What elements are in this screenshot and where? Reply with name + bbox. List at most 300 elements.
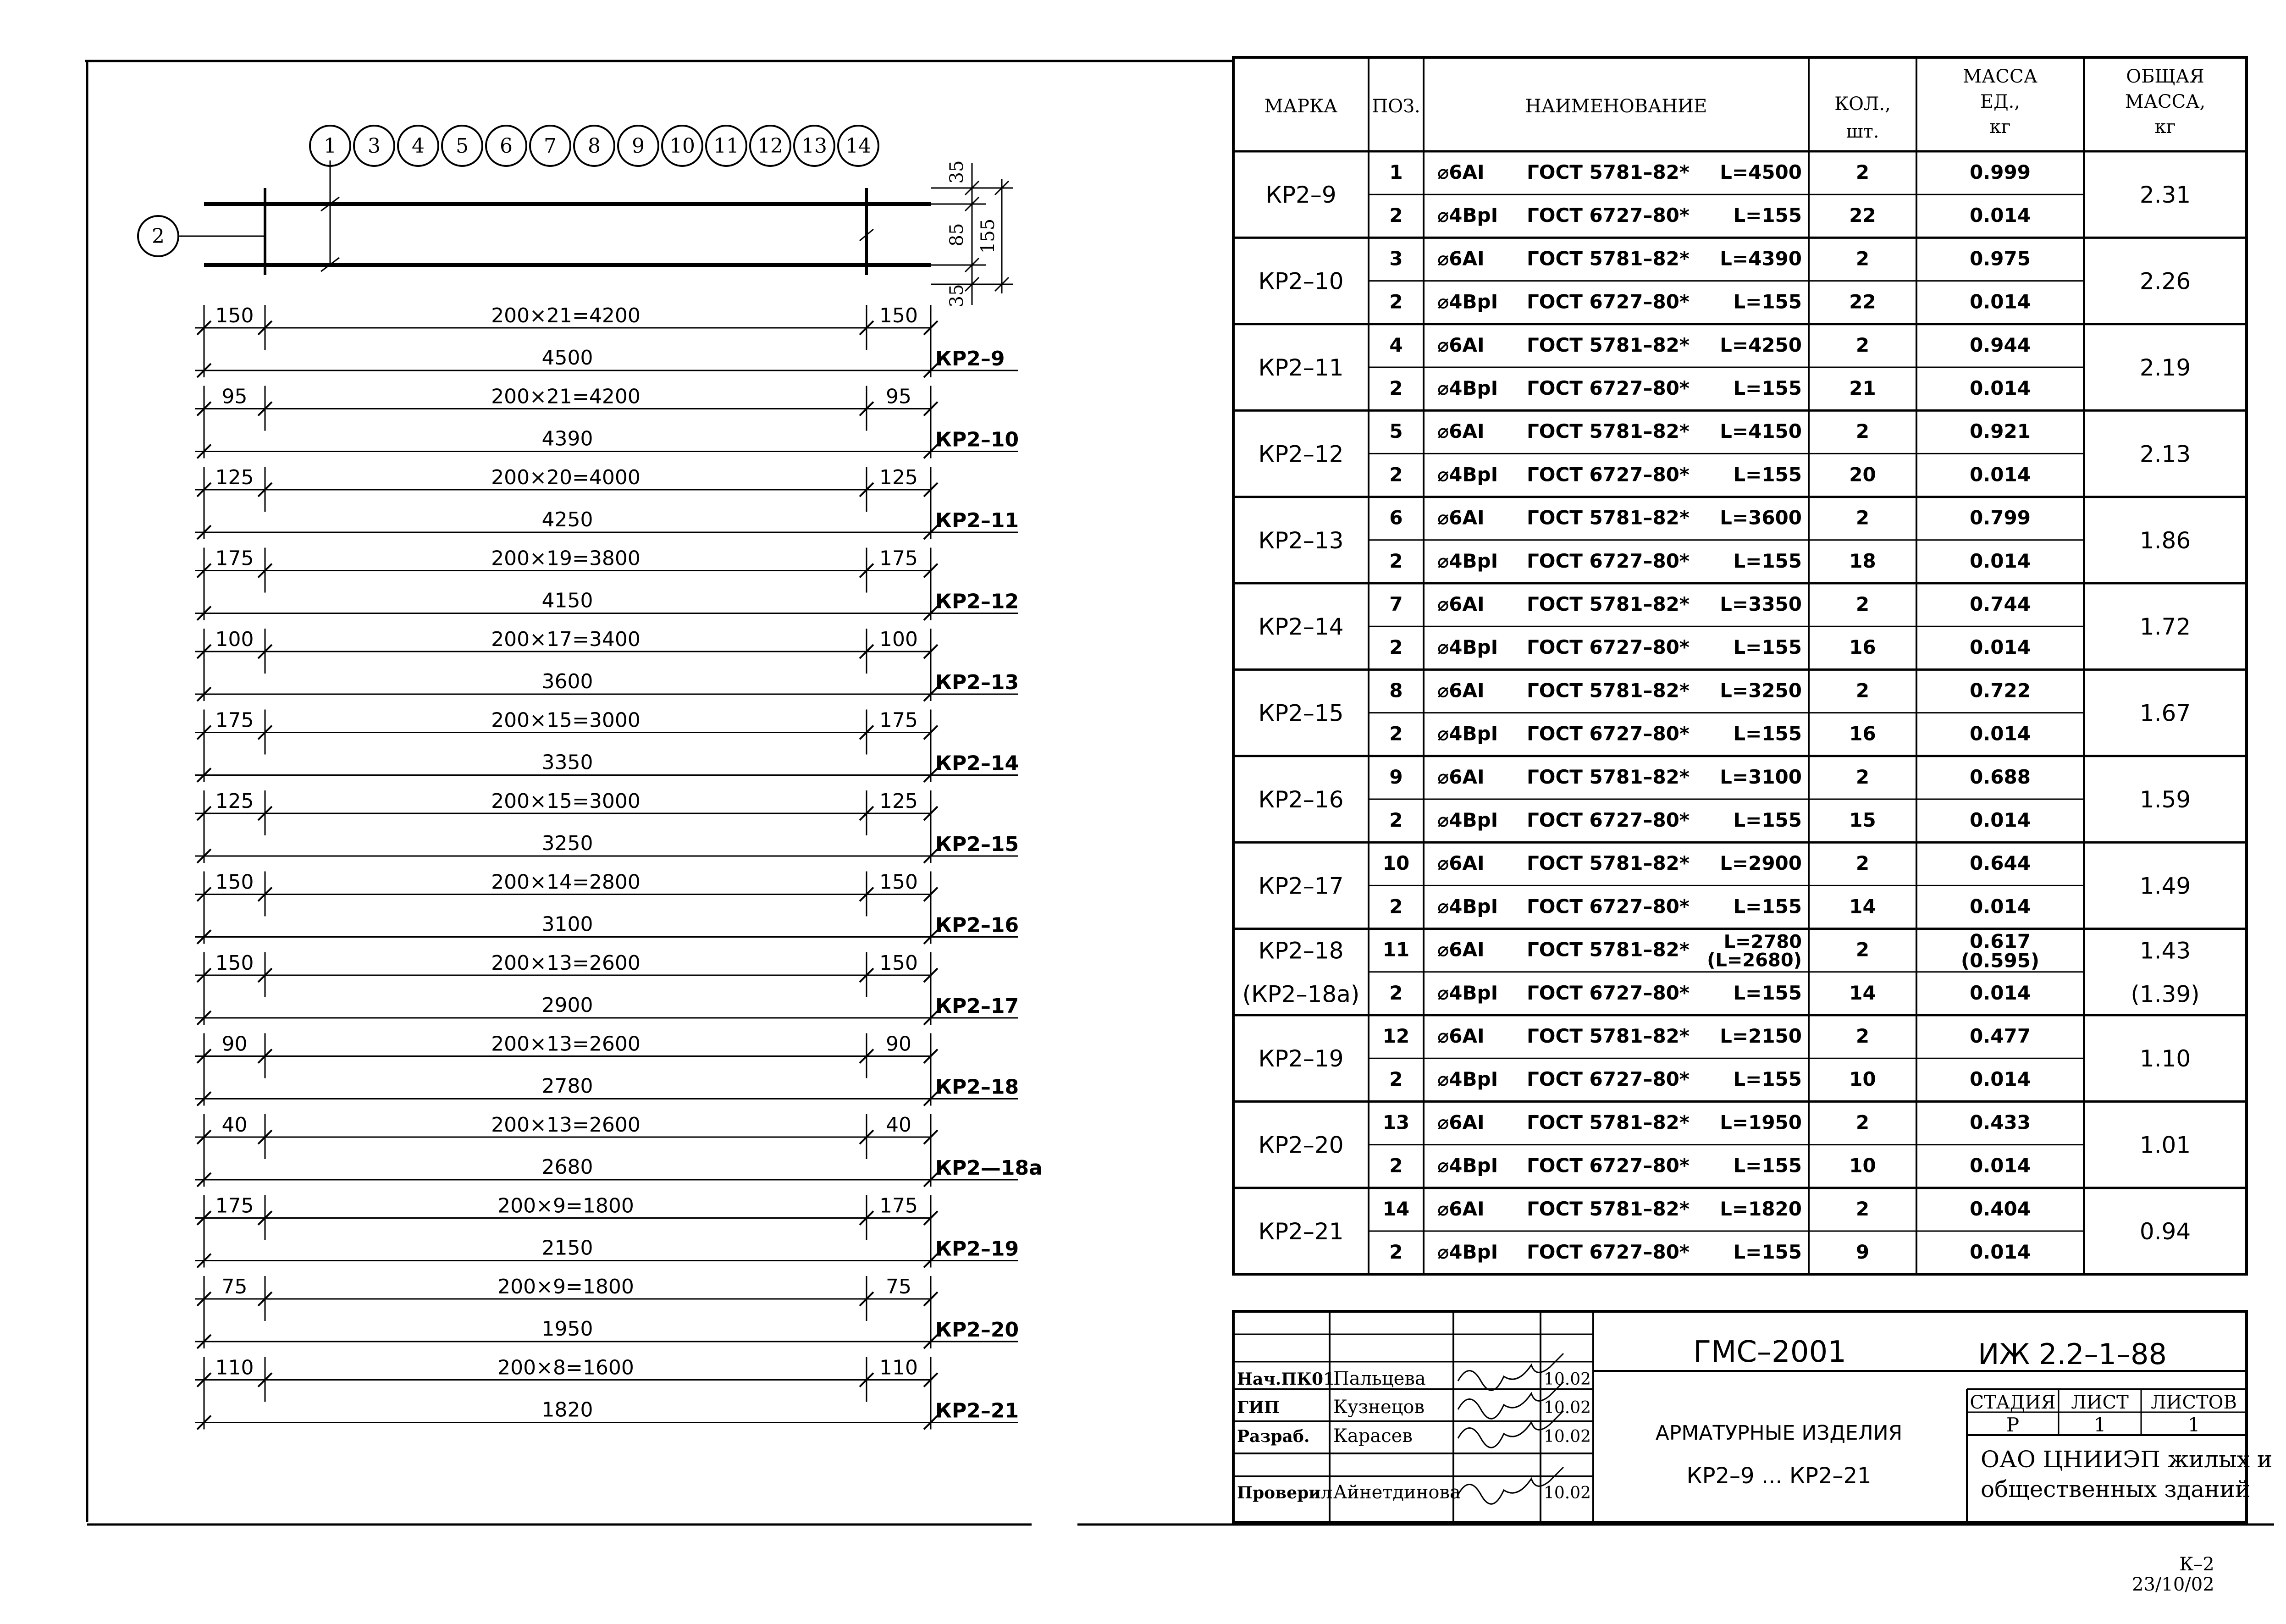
position-bubble-label: 11 [713,134,739,158]
row-unit-mass: 0.975 [1970,247,2031,270]
group-mark: КР2–13 [1258,527,1344,554]
bubble-2-label: 2 [152,225,165,248]
row-standard: ГОСТ 6727–80* [1527,377,1690,399]
dim-total-length: 1820 [541,1398,593,1422]
cage-mark-label: КР2–21 [935,1399,1019,1423]
dim-right-offset: 110 [879,1356,918,1380]
col-header-pos: ПОЗ. [1372,96,1420,117]
row-length: L=155 [1733,1241,1802,1263]
col-header-total-mass: МАССА, [2125,91,2206,112]
row-position: 8 [1389,679,1403,702]
row-unit-mass: 0.617 [1970,930,2031,953]
signer-role: Разраб. [1237,1427,1310,1446]
signer-name: Кузнецов [1333,1397,1425,1418]
stage-label: СТАДИЯ [1970,1392,2056,1413]
row-position: 12 [1382,1025,1410,1047]
row-length: L=3100 [1720,765,1802,788]
row-quantity: 9 [1855,1241,1870,1263]
dim-spacing: 200×14=2800 [491,870,641,894]
dim-spacing: 200×20=4000 [491,466,641,489]
dim-left-offset: 125 [215,466,254,489]
row-position: 2 [1389,204,1403,227]
row-unit-mass: 0.014 [1970,895,2031,918]
position-bubble-label: 5 [456,134,469,158]
group-total-mass: 1.59 [2139,786,2191,813]
dim-right-offset: 175 [879,708,918,732]
dim-left-offset: 100 [215,628,254,651]
cage-mark-label: КР2–17 [935,994,1019,1018]
dim-total-length: 3600 [541,670,593,693]
row-position: 6 [1389,506,1403,529]
row-quantity: 2 [1855,161,1870,183]
dim-right-offset: 95 [886,385,911,409]
row-length-alt: (L=2680) [1707,950,1802,971]
row-position: 13 [1382,1111,1410,1134]
corner-code: К–2 [2179,1554,2214,1575]
dim-total-length: 2780 [541,1074,593,1098]
group-total-mass: 1.72 [2139,613,2191,641]
row-position: 2 [1389,809,1403,831]
dim-left-offset: 75 [221,1275,248,1298]
position-bubble-label: 10 [669,134,695,158]
row-quantity: 15 [1849,809,1876,831]
row-length: L=155 [1733,895,1802,918]
row-unit-mass: 0.477 [1970,1025,2031,1047]
position-bubble-label: 12 [757,134,783,158]
row-bar-diameter: ⌀4ВрI [1437,463,1498,486]
stage-value: Р [2006,1414,2020,1436]
row-quantity: 2 [1855,938,1870,961]
row-bar-diameter: ⌀6АI [1437,161,1485,183]
row-bar-diameter: ⌀4ВрI [1437,636,1498,659]
row-unit-mass: 0.014 [1970,377,2031,399]
dim-spacing: 200×13=2600 [491,951,641,975]
row-unit-mass: 0.014 [1970,1154,2031,1177]
row-bar-diameter: ⌀4ВрI [1437,204,1498,227]
row-position: 2 [1389,636,1403,659]
row-unit-mass: 0.014 [1970,549,2031,572]
row-standard: ГОСТ 5781–82* [1527,1025,1690,1047]
row-quantity: 10 [1849,1154,1876,1177]
row-position: 11 [1382,938,1410,961]
document-subtitle: КР2–9 ... КР2–21 [1686,1463,1872,1489]
row-standard: ГОСТ 5781–82* [1527,679,1690,702]
dim-spacing: 200×9=1800 [497,1194,634,1218]
row-bar-diameter: ⌀4ВрI [1437,722,1498,745]
row-bar-diameter: ⌀6АI [1437,1025,1485,1047]
dim-top-cover: 35 [946,160,967,184]
row-standard: ГОСТ 5781–82* [1527,247,1690,270]
row-unit-mass: 0.921 [1970,420,2031,443]
row-quantity: 20 [1849,463,1876,486]
row-unit-mass: 0.014 [1970,1241,2031,1263]
row-standard: ГОСТ 6727–80* [1527,549,1690,572]
group-mark: КР2–9 [1265,182,1336,209]
dim-total-length: 4250 [541,508,593,531]
row-position: 1 [1389,161,1403,183]
row-quantity: 18 [1849,549,1876,572]
signature-date: 10.02 [1543,1484,1591,1502]
row-bar-diameter: ⌀4ВрI [1437,377,1498,399]
dim-total-length: 4390 [541,427,593,451]
row-length: L=155 [1733,981,1802,1004]
row-bar-diameter: ⌀4ВрI [1437,1068,1498,1091]
position-bubble-label: 9 [632,134,645,158]
row-bar-diameter: ⌀4ВрI [1437,290,1498,313]
dim-right-offset: 40 [886,1113,911,1137]
signer-name: Пальцева [1333,1368,1426,1389]
dim-right-offset: 150 [879,304,918,327]
cage-mark-label: КР2–18 [935,1075,1019,1099]
row-unit-mass-alt: (0.595) [1960,949,2040,972]
position-bubble-label: 4 [412,134,425,158]
row-length: L=1820 [1720,1197,1802,1220]
position-bubble-label: 13 [801,134,827,158]
dim-spacing: 200×9=1800 [497,1275,634,1298]
row-quantity: 2 [1855,420,1870,443]
sheets-label: ЛИСТОВ [2151,1392,2237,1413]
dim-right-offset: 150 [879,951,918,975]
row-quantity: 2 [1855,1025,1870,1047]
row-bar-diameter: ⌀6АI [1437,938,1485,961]
row-bar-diameter: ⌀6АI [1437,852,1485,875]
row-position: 2 [1389,463,1403,486]
row-quantity: 2 [1855,1111,1870,1134]
cage-mark-label: КР2–20 [935,1318,1019,1342]
row-length: L=2150 [1720,1025,1802,1047]
row-position: 2 [1389,1068,1403,1091]
group-mark: КР2–19 [1258,1045,1344,1072]
row-length: L=4250 [1720,333,1802,356]
row-length: L=2900 [1720,852,1802,875]
dim-spacing: 200×13=2600 [491,1113,641,1137]
row-bar-diameter: ⌀4ВрI [1437,1154,1498,1177]
dim-left-offset: 150 [215,304,254,327]
signature-date: 10.02 [1543,1427,1591,1446]
row-position: 2 [1389,722,1403,745]
row-length: L=155 [1733,377,1802,399]
row-quantity: 10 [1849,1068,1876,1091]
dim-spacing: 200×21=4200 [491,385,641,409]
signer-role: Нач.ПК01 [1237,1370,1335,1389]
dim-right-offset: 100 [879,628,918,651]
row-quantity: 14 [1849,895,1876,918]
dim-right-offset: 150 [879,870,918,894]
organization-line1: ОАО ЦНИИЭП жилых и [1981,1446,2273,1473]
dim-left-offset: 175 [215,708,254,732]
group-mark: КР2–11 [1258,354,1344,381]
dim-total-length: 4500 [541,346,593,370]
signer-name: Айнетдинова [1333,1482,1461,1503]
row-length: L=155 [1733,722,1802,745]
row-bar-diameter: ⌀6АI [1437,247,1485,270]
title-block [1233,1311,2272,1522]
row-unit-mass: 0.014 [1970,463,2031,486]
col-header-total-mass: кг [2154,116,2176,138]
row-position: 2 [1389,1154,1403,1177]
corner-date: 23/10/02 [2132,1574,2214,1595]
cage-mark-label: КР2–15 [935,833,1019,856]
cage-mark-label: КР2–19 [935,1237,1019,1261]
signer-role: ГИП [1237,1398,1280,1417]
row-unit-mass: 0.014 [1970,204,2031,227]
group-total-mass: 2.19 [2139,354,2191,381]
row-standard: ГОСТ 5781–82* [1527,1111,1690,1134]
group-mark: КР2–18 [1258,937,1344,964]
group-mark: КР2–20 [1258,1132,1344,1159]
row-standard: ГОСТ 6727–80* [1527,463,1690,486]
corner-stamp [2132,1554,2214,1595]
group-mark: КР2–16 [1258,786,1344,813]
dim-left-offset: 175 [215,547,254,570]
row-quantity: 16 [1849,636,1876,659]
row-bar-diameter: ⌀6АI [1437,679,1485,702]
dim-total-length: 2150 [541,1236,593,1260]
row-position: 9 [1389,765,1403,788]
row-length: L=3350 [1720,593,1802,615]
dim-spacing: 200×19=3800 [491,547,641,570]
signature-date: 10.02 [1543,1370,1591,1389]
row-position: 5 [1389,420,1403,443]
row-quantity: 22 [1849,290,1876,313]
col-header-unit-mass: кг [1989,116,2011,138]
row-standard: ГОСТ 5781–82* [1527,1197,1690,1220]
sheet-label: ЛИСТ [2071,1392,2129,1413]
row-standard: ГОСТ 6727–80* [1527,1241,1690,1263]
group-mark: КР2–15 [1258,700,1344,727]
dim-spacing: 200×13=2600 [491,1032,641,1056]
row-quantity: 2 [1855,765,1870,788]
row-quantity: 14 [1849,981,1876,1004]
dim-spacing: 200×15=3000 [491,708,641,732]
dim-right-offset: 125 [879,790,918,813]
col-header-name: НАИМЕНОВАНИЕ [1525,96,1707,117]
row-bar-diameter: ⌀4ВрI [1437,809,1498,831]
row-bar-diameter: ⌀6АI [1437,1197,1485,1220]
row-position: 10 [1382,852,1410,875]
cage-mark-label: КР2–10 [935,428,1019,452]
row-unit-mass: 0.404 [1970,1197,2031,1220]
row-quantity: 21 [1849,377,1876,399]
row-quantity: 2 [1855,506,1870,529]
row-unit-mass: 0.014 [1970,809,2031,831]
table-frame [1233,57,2247,1274]
row-position: 2 [1389,1241,1403,1263]
dim-total-length: 3250 [541,832,593,855]
row-unit-mass: 0.744 [1970,593,2031,615]
row-length: L=155 [1733,809,1802,831]
row-quantity: 2 [1855,333,1870,356]
dim-right-offset: 90 [886,1032,911,1056]
row-position: 2 [1389,549,1403,572]
group-total-mass: 1.01 [2139,1132,2191,1159]
row-standard: ГОСТ 5781–82* [1527,333,1690,356]
group-mark: КР2–10 [1258,268,1344,295]
dim-right-offset: 75 [886,1275,911,1298]
dim-left-offset: 90 [221,1032,248,1056]
cage-mark-label: КР2–11 [935,509,1019,532]
position-bubble-label: 7 [544,134,557,158]
row-length: L=4150 [1720,420,1802,443]
dim-total-length: 2680 [541,1155,593,1179]
dim-spacing: 200×21=4200 [491,304,641,327]
row-quantity: 2 [1855,679,1870,702]
row-unit-mass: 0.944 [1970,333,2031,356]
row-unit-mass: 0.999 [1970,161,2031,183]
row-unit-mass: 0.014 [1970,1068,2031,1091]
row-length: L=3250 [1720,679,1802,702]
row-bar-diameter: ⌀6АI [1437,420,1485,443]
organization-line2: общественных зданий [1981,1476,2251,1502]
row-position: 3 [1389,247,1403,270]
dim-left-offset: 150 [215,870,254,894]
row-length: L=4390 [1720,247,1802,270]
row-bar-diameter: ⌀6АI [1437,593,1485,615]
cage-elevation [138,126,1013,307]
row-quantity: 22 [1849,204,1876,227]
position-bubble-label: 3 [368,134,381,158]
row-unit-mass: 0.688 [1970,765,2031,788]
row-standard: ГОСТ 6727–80* [1527,1154,1690,1177]
dim-right-offset: 175 [879,1194,918,1218]
document-number: ИЖ 2.2–1–88 [1978,1337,2167,1371]
cage-mark-label: КР2–16 [935,913,1019,937]
row-bar-diameter: ⌀4ВрI [1437,1241,1498,1263]
col-header-unit-mass: ЕД., [1980,91,2021,112]
row-length: L=2780 [1723,931,1802,953]
row-unit-mass: 0.799 [1970,506,2031,529]
group-total-mass: 2.13 [2139,441,2191,468]
group-total-mass: 1.86 [2139,527,2191,554]
row-position: 4 [1389,333,1403,356]
row-quantity: 2 [1855,247,1870,270]
row-position: 14 [1382,1197,1410,1220]
group-total-mass: 2.31 [2139,182,2191,209]
position-bubble-label: 1 [324,134,337,158]
row-quantity: 2 [1855,1197,1870,1220]
dim-right-offset: 175 [879,547,918,570]
project-code: ГМС–2001 [1693,1335,1846,1369]
dim-right-offset: 125 [879,466,918,489]
group-total-mass: 2.26 [2139,268,2191,295]
row-standard: ГОСТ 6727–80* [1527,204,1690,227]
row-length: L=155 [1733,204,1802,227]
row-unit-mass: 0.433 [1970,1111,2031,1134]
document-title: АРМАТУРНЫЕ ИЗДЕЛИЯ [1655,1421,1903,1445]
row-position: 2 [1389,290,1403,313]
length-dimensions [195,304,1043,1430]
signer-role: Проверил [1237,1483,1333,1502]
row-standard: ГОСТ 6727–80* [1527,895,1690,918]
dim-total-length: 3350 [541,751,593,774]
group-mark-alt: (КР2–18а) [1242,981,1360,1008]
row-standard: ГОСТ 6727–80* [1527,290,1690,313]
group-total-mass: 0.94 [2139,1218,2191,1245]
row-unit-mass: 0.722 [1970,679,2031,702]
row-standard: ГОСТ 5781–82* [1527,852,1690,875]
row-unit-mass: 0.014 [1970,290,2031,313]
row-bar-diameter: ⌀6АI [1437,765,1485,788]
dim-total-length: 3100 [541,912,593,936]
dim-bottom-cover: 35 [946,284,967,308]
row-length: L=155 [1733,1154,1802,1177]
row-position: 2 [1389,895,1403,918]
row-length: L=155 [1733,1068,1802,1091]
row-position: 7 [1389,593,1403,615]
row-standard: ГОСТ 5781–82* [1527,938,1690,961]
group-mark: КР2–12 [1258,441,1344,468]
group-total-mass-alt: (1.39) [2131,981,2200,1008]
row-length: L=155 [1733,290,1802,313]
cage-mark-label: КР2–9 [935,347,1005,370]
dim-left-offset: 150 [215,951,254,975]
dim-spacing: 200×8=1600 [497,1356,634,1380]
row-standard: ГОСТ 5781–82* [1527,765,1690,788]
col-header-qty: шт. [1846,121,1879,142]
row-standard: ГОСТ 6727–80* [1527,722,1690,745]
dim-left-offset: 110 [215,1356,254,1380]
row-length: L=155 [1733,636,1802,659]
position-bubbles [310,126,878,166]
dim-spacing: 200×17=3400 [491,628,641,651]
row-length: L=155 [1733,549,1802,572]
row-quantity: 2 [1855,593,1870,615]
row-standard: ГОСТ 5781–82* [1527,506,1690,529]
cage-mark-label: КР2—18а [935,1156,1043,1180]
col-header-total-mass: ОБЩАЯ [2126,66,2204,87]
dim-spacing: 200×15=3000 [491,790,641,813]
col-header-qty: КОЛ., [1834,94,1891,115]
cage-mark-label: КР2–14 [935,751,1019,775]
row-unit-mass: 0.014 [1970,981,2031,1004]
row-bar-diameter: ⌀6АI [1437,1111,1485,1134]
row-bar-diameter: ⌀4ВрI [1437,895,1498,918]
row-bar-diameter: ⌀4ВрI [1437,981,1498,1004]
row-standard: ГОСТ 5781–82* [1527,161,1690,183]
position-bubble-label: 14 [845,134,871,158]
sheets-value: 1 [2187,1414,2200,1436]
row-standard: ГОСТ 5781–82* [1527,420,1690,443]
dim-total-length: 4150 [541,589,593,613]
row-bar-diameter: ⌀6АI [1437,333,1485,356]
row-standard: ГОСТ 6727–80* [1527,636,1690,659]
position-bubble-label: 8 [588,134,601,158]
dim-left-offset: 95 [221,385,248,409]
row-quantity: 16 [1849,722,1876,745]
row-unit-mass: 0.644 [1970,852,2031,875]
position-bubble-label: 6 [500,134,513,158]
row-position: 2 [1389,377,1403,399]
signer-name: Карасев [1333,1425,1413,1447]
vertical-dimensions [931,163,1013,305]
dim-total-length: 2900 [541,994,593,1017]
row-length: L=3600 [1720,506,1802,529]
dim-left-offset: 125 [215,790,254,813]
group-total-mass: 1.10 [2139,1045,2191,1072]
row-standard: ГОСТ 5781–82* [1527,593,1690,615]
col-header-unit-mass: МАССА [1963,66,2038,87]
spec-table [1233,57,2247,1274]
row-position: 2 [1389,981,1403,1004]
dim-total-length: 1950 [541,1317,593,1341]
row-length: L=1950 [1720,1111,1802,1134]
row-standard: ГОСТ 6727–80* [1527,981,1690,1004]
sheet-value: 1 [2093,1414,2106,1436]
group-total-mass: 1.43 [2139,937,2191,964]
dim-overall-height: 155 [977,218,999,254]
row-unit-mass: 0.014 [1970,636,2031,659]
row-quantity: 2 [1855,852,1870,875]
